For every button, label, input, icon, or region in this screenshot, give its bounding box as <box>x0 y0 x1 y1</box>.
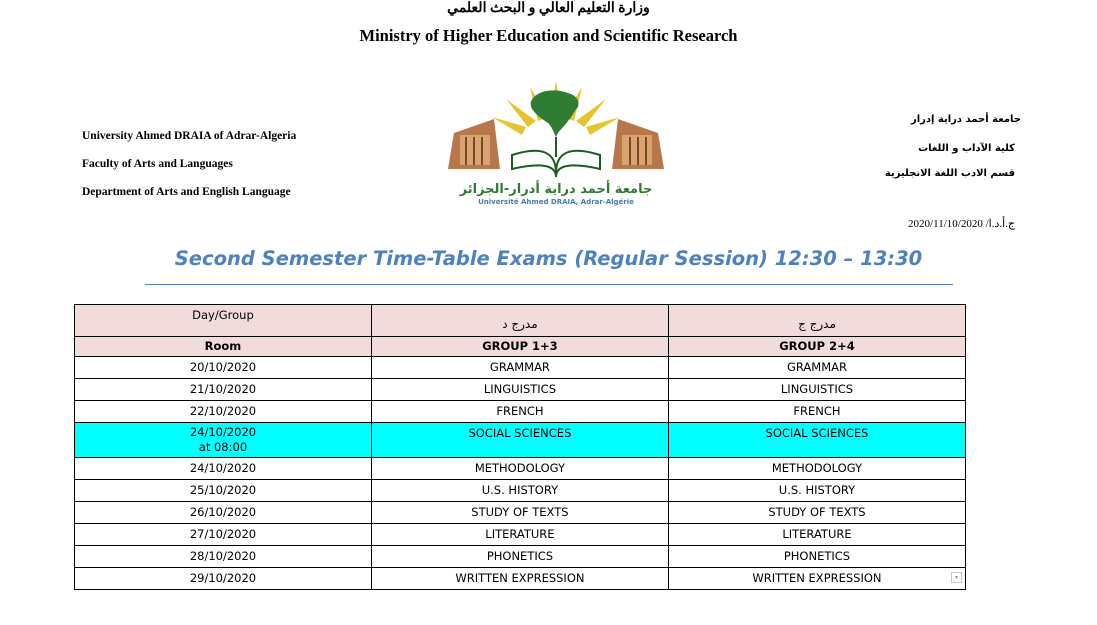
subject-cell: LINGUISTICS <box>371 379 668 401</box>
table-header-row-room <box>75 337 966 357</box>
logo-arabic-text: جامعة أحمد دراية أدرار-الجزائر <box>459 182 653 197</box>
subject-cell: FRENCH <box>371 401 668 423</box>
header-cell-amphi-j <box>668 305 965 337</box>
date-cell: 26/10/2020 <box>75 502 372 524</box>
date-cell: 24/10/2020 <box>75 458 372 480</box>
table-row <box>75 480 966 502</box>
university-name-arabic: جامعة أحمد دراية إدرار <box>910 114 1021 125</box>
faculty-name-english: Faculty of Arts and Languages <box>82 158 233 170</box>
table-row <box>75 524 966 546</box>
header-cell-group-1-3: GROUP 1+3 <box>371 337 668 357</box>
table-row <box>75 458 966 480</box>
date-cell: 27/10/2020 <box>75 524 372 546</box>
department-name-english: Department of Arts and English Language <box>82 186 291 198</box>
time-note: at 08:00 <box>198 440 248 454</box>
subject-cell: STUDY OF TEXTS <box>668 502 965 524</box>
date-cell: 21/10/2020 <box>75 379 372 401</box>
table-row-highlighted <box>75 423 966 458</box>
open-book <box>512 137 600 177</box>
paste-options-icon[interactable]: ▾ <box>951 572 962 583</box>
table-row <box>75 568 966 590</box>
university-logo <box>440 77 672 207</box>
subject-cell: U.S. HISTORY <box>371 480 668 502</box>
table-header-row-day-group <box>75 305 966 337</box>
subject-cell: METHODOLOGY <box>668 458 965 480</box>
date-cell: 28/10/2020 <box>75 546 372 568</box>
right-gate <box>612 119 664 169</box>
subject-cell: FRENCH <box>668 401 965 423</box>
table-row <box>75 401 966 423</box>
subject-cell: SOCIAL SCIENCES <box>371 423 668 458</box>
logo-french-text: Université Ahmed DRAIA, Adrar-Algérie <box>478 198 634 206</box>
subject-cell: LITERATURE <box>371 524 668 546</box>
subject-cell: PHONETICS <box>371 546 668 568</box>
left-gate <box>448 119 500 169</box>
department-name-arabic: قسم الادب اللغة الانجليزية <box>884 168 1015 179</box>
university-name-english: University Ahmed DRAIA of Adrar-Algeria <box>82 130 297 142</box>
ministry-title-english: Ministry of Higher Education and Scientific Research <box>359 26 738 45</box>
amphi-label: مدرج ج <box>798 317 836 331</box>
subject-cell: GRAMMAR <box>371 357 668 379</box>
date-cell: 22/10/2020 <box>75 401 372 423</box>
date-text: 24/10/2020 <box>189 425 257 439</box>
date-cell: 29/10/2020 <box>75 568 372 590</box>
date-cell: 20/10/2020 <box>75 357 372 379</box>
subject-cell: STUDY OF TEXTS <box>371 502 668 524</box>
title-underline <box>145 284 953 285</box>
subject-text: WRITTEN EXPRESSION <box>752 571 882 585</box>
subject-cell: U.S. HISTORY <box>668 480 965 502</box>
subject-cell: GRAMMAR <box>668 357 965 379</box>
exam-timetable <box>74 304 966 590</box>
africa-map <box>531 90 579 137</box>
faculty-name-arabic: كلية الآداب و اللغات <box>918 143 1015 154</box>
subject-cell: SOCIAL SCIENCES <box>668 423 965 458</box>
subject-cell: LITERATURE <box>668 524 965 546</box>
subject-cell: WRITTEN EXPRESSION <box>371 568 668 590</box>
date-cell <box>75 423 372 458</box>
amphi-label: مدرج د <box>502 317 538 331</box>
header-cell-day-group: Day/Group <box>75 305 372 337</box>
header-cell-group-2-4: GROUP 2+4 <box>668 337 965 357</box>
header-cell-amphi-d <box>371 305 668 337</box>
subject-cell <box>668 568 965 590</box>
ministry-title-arabic: وزارة التعليم العالي و البحث العلمي <box>447 1 650 16</box>
timetable-title: Second Semester Time-Table Exams (Regular Session) 12:30 – 13:30 <box>174 247 923 270</box>
table-row <box>75 546 966 568</box>
subject-cell: PHONETICS <box>668 546 965 568</box>
subject-cell: LINGUISTICS <box>668 379 965 401</box>
document-date-reference: 2020/ج.أ.د.ا/ 11/10/2020 <box>908 218 1015 230</box>
header-cell-room: Room <box>75 337 372 357</box>
table-row <box>75 357 966 379</box>
subject-cell: METHODOLOGY <box>371 458 668 480</box>
date-cell: 25/10/2020 <box>75 480 372 502</box>
university-logo-graphic <box>440 77 672 207</box>
table-row <box>75 379 966 401</box>
table-row <box>75 502 966 524</box>
